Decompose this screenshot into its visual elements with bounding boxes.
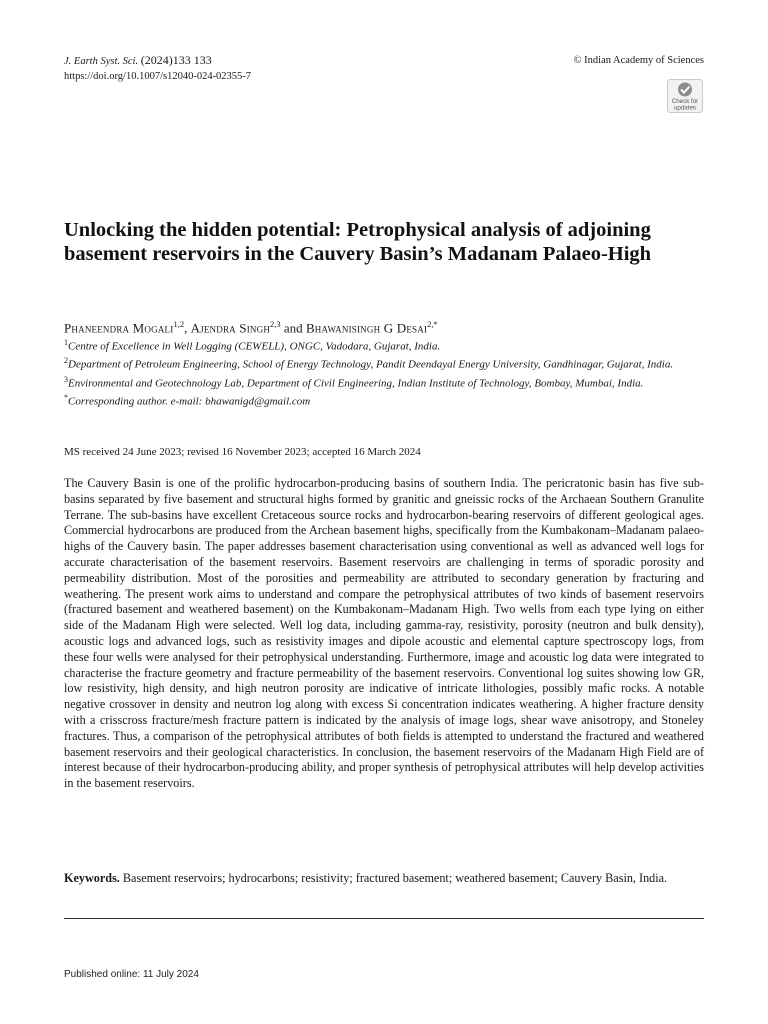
doi-link[interactable]: https://doi.org/10.1007/s12040-024-02355-7 [64,71,252,82]
affiliation-text: Department of Petroleum Engineering, School of Energy Technology, Pandit Deendayal Energy University, Gandhinagar, Gujarat, India. [68,359,674,372]
check-for-updates-badge[interactable] [667,79,703,113]
publisher-copyright: © Indian Academy of Sciences [573,55,704,66]
keywords-label: Keywords. [64,871,120,885]
keywords-section [64,871,704,887]
author-affiliation-marker: 2,3 [270,319,281,329]
manuscript-dates: MS received 24 June 2023; revised 16 November 2023; accepted 16 March 2024 [64,446,421,458]
affiliation-marker: * [64,393,68,403]
abstract-text: The Cauvery Basin is one of the prolific hydrocarbon-producing basins of southern India. The pericratonic basin has five sub-basins separated by five basement and structural highs formed by granitic and gneissic rocks of the Archaean Southern Granulite Terrane. The sub-basins have excellent Cretaceous source rocks and hydrocarbon-bearing reservoirs of different geological ages. Commercial hydrocarbons are produced from the Archean basement highs, specifically from the Kumbakonam–Madanam palaeo-highs of the Cauvery basin. The paper addresses basement characterisation using conventional as well as advanced well logs for accurate characterisation of the basement reservoirs. Basement reservoirs are challenging in terms of sporadic porosity and permeability distribution. Most of the porosities and permeability are attributed to secondary generation by fracturing and weathering. The present work aims to understand and compare the petrophysical attributes of two kinds of basement reservoirs (fractured basement and weathered basement) on the Kumbakonam–Madanam High. Two wells from each type lying on either side of the Madanam High were selected. Well log data, including gamma-ray, resistivity, porosity (neutron and bulk density), acoustic logs and advanced logs, such as resistivity images and dipole acoustic and elemental capture spectroscopy logs, from these four wells were analysed for their petrophysical understanding. Furthermore, image and acoustic log data were integrated to characterise the fracture geometry and fracture permeability of the basement reservoirs. Conventional log suites showing low GR, low resistivity, high density, and high neutron porosity are indicative of intricate lithologies, possibly mafic rocks. A notable negative crossover in density and neutron log along with excess Si concentration indicates weathering. A higher fracture density with a crisscross fracture/mesh fracture pattern is indicated by the analysis of image logs, shear wave anisotropy, and Stoneley fractures. Thus, a comparison of the petrophysical attributes of both fields is attempted to understand the fractured and weathered basement reservoirs and their geological characteristics. In conclusion, the basement reservoirs of the Madanam High Field are of interest because of their hydrocarbon-producing ability, and proper synthesis of petrophysical attributes will help develop activities in the basement reservoirs. [64,476,704,791]
journal-name: J. Earth Syst. Sci. [64,56,139,67]
corresponding-author-text: Corresponding author. e-mail: bhawanigd@gmail.com [68,396,311,409]
corresponding-author [64,391,704,409]
affiliation-text: Environmental and Geotechnology Lab, Department of Civil Engineering, Indian Institute of Technology, Bombay, Mumbai, India. [68,377,644,390]
author-name: Phaneendra Mogali [64,320,174,336]
check-for-updates-icon [667,79,703,113]
citation-line [64,53,251,69]
affiliation-marker: 3 [64,374,68,384]
author-affiliation-marker: 1,2 [173,319,185,329]
keywords-text: Basement reservoirs; hydrocarbons; resistivity; fractured basement; weathered basement; Cauvery Basin, India. [122,871,668,885]
affiliation-marker: 1 [64,338,68,347]
journal-header [64,53,251,84]
volume-info: (2024)133 133 [140,53,212,67]
published-date: Published online: 11 July 2024 [64,969,199,980]
author-separator: , [184,320,191,336]
affiliation-item [64,354,704,372]
affiliation-marker: 2 [64,356,68,366]
badge-line1: Check for [671,98,699,105]
author-name: Ajendra Singh [190,320,271,336]
author-name: Bhawanisingh G Desai [305,320,428,336]
affiliation-text: Centre of Excellence in Well Logging (CEWELL), ONGC, Vadodara, Gujarat, India. [68,340,441,353]
author-separator: and [280,320,306,336]
affiliation-list [64,336,704,410]
article-title: Unlocking the hidden potential: Petrophysical analysis of adjoining basement reservoirs in the Cauvery Basin’s Madanam Palaeo-High [64,219,652,265]
affiliation-item [64,336,704,354]
badge-line2: updates [673,104,697,112]
affiliation-item [64,373,704,391]
author-affiliation-marker: 2,* [427,319,438,329]
author-list [64,316,704,336]
section-divider [64,918,704,919]
